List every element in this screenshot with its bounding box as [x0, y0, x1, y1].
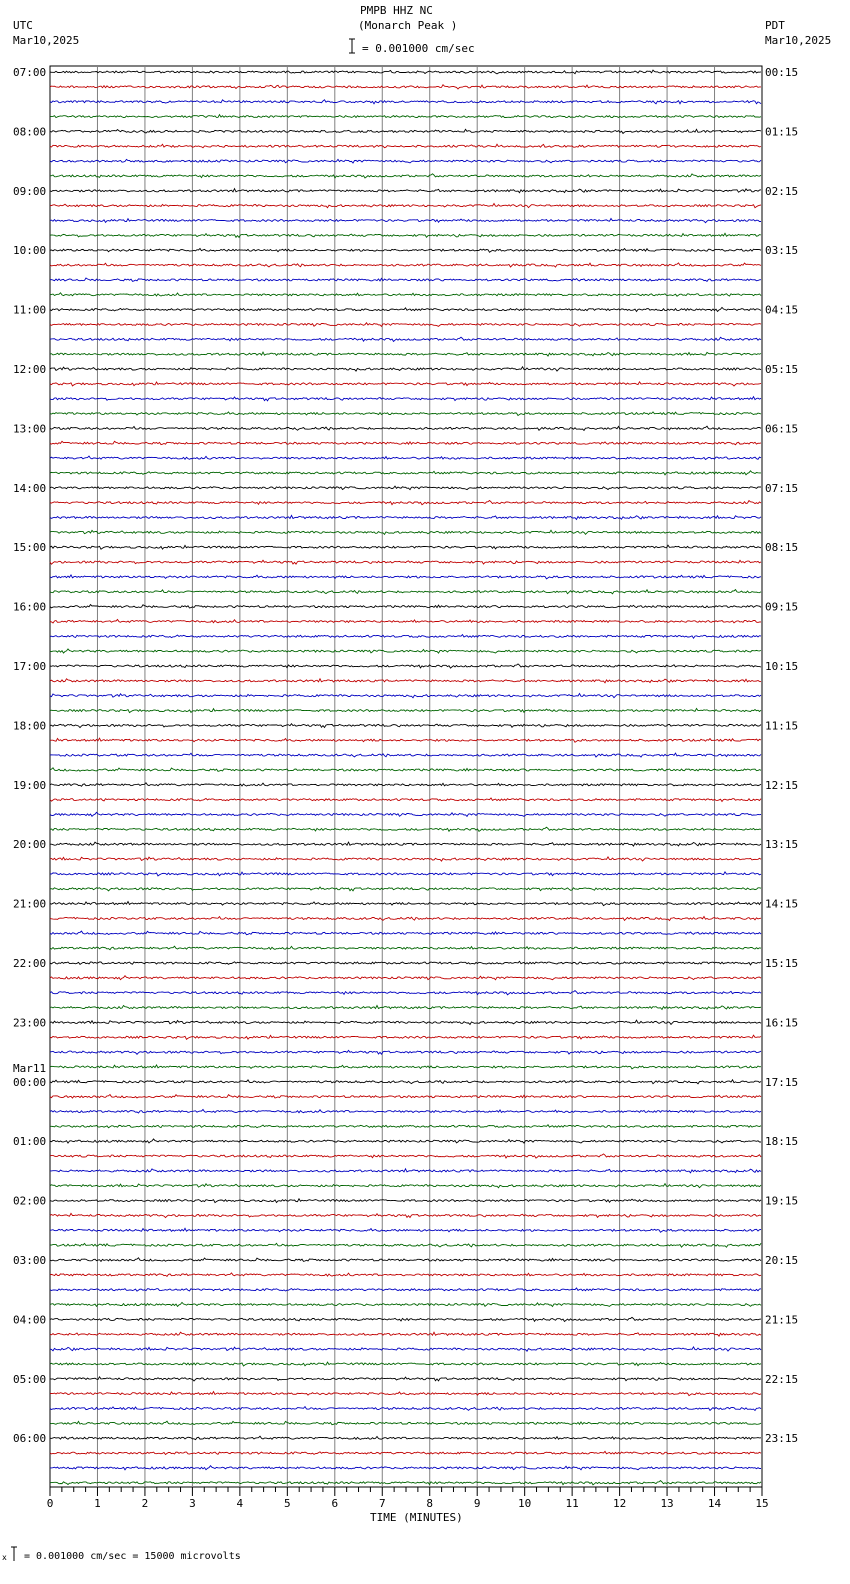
trace-30 — [50, 515, 761, 519]
trace-group — [50, 70, 761, 1485]
trace-75 — [50, 1184, 761, 1188]
utc-hour-label: 01:00 — [13, 1135, 47, 1149]
x-axis — [47, 1487, 769, 1510]
date-change-label: Mar11 — [13, 1061, 47, 1075]
x-tick-label: 2 — [141, 1497, 149, 1510]
trace-85 — [50, 1332, 761, 1336]
trace-12 — [50, 249, 761, 253]
pdt-hour-label: 03:15 — [765, 244, 799, 258]
utc-hour-label: 13:00 — [13, 422, 47, 436]
x-tick-label: 6 — [331, 1497, 339, 1510]
trace-89 — [50, 1392, 761, 1396]
pdt-hour-label: 22:15 — [765, 1372, 799, 1386]
trace-69 — [50, 1095, 761, 1099]
trace-66 — [50, 1050, 761, 1054]
trace-72 — [50, 1139, 761, 1143]
trace-24 — [50, 426, 761, 430]
pdt-hour-label: 19:15 — [765, 1194, 799, 1208]
trace-74 — [50, 1169, 761, 1173]
utc-hour-label: 00:00 — [13, 1075, 47, 1089]
trace-86 — [50, 1347, 761, 1351]
utc-hour-label: 09:00 — [13, 184, 47, 198]
station-location: (Monarch Peak ) — [358, 19, 458, 32]
trace-40 — [50, 664, 761, 668]
trace-56 — [50, 902, 761, 906]
trace-43 — [50, 709, 761, 713]
trace-52 — [50, 842, 761, 846]
trace-9 — [50, 204, 761, 208]
trace-64 — [50, 1020, 761, 1024]
trace-4 — [50, 129, 761, 133]
x-tick-label: 0 — [46, 1497, 54, 1510]
trace-79 — [50, 1243, 761, 1247]
footer-scale-text: = 0.001000 cm/sec = 15000 microvolts — [24, 1551, 241, 1562]
trace-23 — [50, 412, 761, 416]
utc-hour-label: 19:00 — [13, 778, 47, 792]
pdt-hour-label: 21:15 — [765, 1313, 799, 1327]
trace-27 — [50, 471, 761, 475]
trace-59 — [50, 946, 761, 950]
trace-53 — [50, 857, 761, 861]
x-tick-label: 13 — [660, 1497, 674, 1510]
trace-39 — [50, 649, 761, 653]
trace-42 — [50, 694, 761, 698]
pdt-hour-label: 04:15 — [765, 303, 799, 317]
utc-hour-label: 06:00 — [13, 1432, 47, 1446]
trace-87 — [50, 1362, 761, 1366]
trace-8 — [50, 189, 761, 193]
trace-15 — [50, 293, 761, 296]
header-scale-bar — [349, 39, 355, 53]
trace-70 — [50, 1110, 761, 1114]
pdt-hour-label: 12:15 — [765, 778, 799, 792]
trace-55 — [50, 887, 761, 891]
trace-90 — [50, 1407, 761, 1411]
trace-47 — [50, 768, 761, 772]
footer-scale-bar — [11, 1547, 17, 1561]
utc-hour-label: 18:00 — [13, 719, 47, 733]
trace-41 — [50, 679, 761, 683]
trace-77 — [50, 1213, 761, 1217]
trace-51 — [50, 827, 761, 831]
pdt-hour-label: 06:15 — [765, 422, 799, 436]
trace-91 — [50, 1421, 761, 1425]
trace-18 — [50, 337, 761, 341]
utc-hour-label: 10:00 — [13, 244, 47, 258]
pdt-hour-label: 20:15 — [765, 1254, 799, 1267]
trace-92 — [50, 1436, 761, 1440]
trace-73 — [50, 1154, 761, 1158]
utc-hour-label: 20:00 — [13, 838, 47, 852]
trace-81 — [50, 1273, 761, 1277]
trace-29 — [50, 501, 761, 505]
pdt-hour-label: 00:15 — [765, 66, 799, 79]
trace-3 — [50, 115, 761, 118]
trace-76 — [50, 1199, 761, 1203]
trace-11 — [50, 233, 761, 237]
utc-hour-label: 15:00 — [13, 541, 47, 555]
pdt-hour-label: 11:15 — [765, 719, 799, 733]
x-tick-label: 10 — [518, 1497, 532, 1510]
x-tick-label: 7 — [378, 1497, 386, 1510]
trace-35 — [50, 590, 761, 594]
trace-83 — [50, 1302, 761, 1306]
trace-67 — [50, 1065, 761, 1069]
trace-45 — [50, 738, 761, 742]
utc-hour-label: 21:00 — [13, 897, 47, 911]
trace-19 — [50, 352, 761, 356]
utc-hour-label: 05:00 — [13, 1372, 47, 1386]
trace-2 — [50, 100, 761, 104]
pdt-hour-label: 08:15 — [765, 541, 799, 555]
trace-84 — [50, 1317, 761, 1321]
utc-hour-label: 11:00 — [13, 303, 47, 317]
pdt-hour-label: 02:15 — [765, 184, 799, 198]
x-tick-label: 5 — [284, 1497, 291, 1510]
utc-hour-label: 22:00 — [13, 957, 47, 970]
trace-28 — [50, 486, 761, 490]
x-tick-label: 14 — [707, 1497, 722, 1510]
pdt-hour-label: 05:15 — [765, 363, 799, 376]
utc-hour-label: 02:00 — [13, 1194, 47, 1208]
right-date: Mar10,2025 — [765, 34, 832, 47]
pdt-hour-label: 15:15 — [765, 957, 799, 970]
trace-1 — [50, 85, 761, 89]
trace-14 — [50, 278, 761, 281]
x-axis-label: TIME (MINUTES) — [370, 1511, 463, 1524]
station-title: PMPB HHZ NC — [360, 4, 433, 17]
trace-58 — [50, 931, 761, 935]
trace-49 — [50, 798, 761, 802]
trace-25 — [50, 441, 761, 445]
x-tick-label: 11 — [565, 1497, 579, 1510]
trace-61 — [50, 976, 761, 980]
trace-7 — [50, 174, 761, 178]
trace-38 — [50, 635, 761, 639]
x-tick-label: 15 — [755, 1497, 769, 1510]
trace-48 — [50, 783, 761, 787]
trace-13 — [50, 263, 761, 267]
footer-marker: x — [2, 1553, 7, 1562]
trace-88 — [50, 1377, 761, 1381]
utc-hour-label: 03:00 — [13, 1254, 47, 1267]
trace-31 — [50, 530, 761, 534]
utc-hour-label: 17:00 — [13, 660, 47, 673]
pdt-hour-label: 09:15 — [765, 600, 799, 614]
trace-57 — [50, 917, 761, 921]
trace-60 — [50, 961, 761, 965]
utc-hour-label: 04:00 — [13, 1313, 47, 1327]
trace-22 — [50, 397, 761, 401]
pdt-hour-label: 10:15 — [765, 660, 799, 673]
trace-33 — [50, 560, 761, 564]
trace-63 — [50, 1006, 761, 1010]
utc-hour-label: 16:00 — [13, 600, 47, 614]
trace-44 — [50, 724, 761, 728]
pdt-hour-label: 16:15 — [765, 1016, 799, 1030]
x-tick-label: 9 — [473, 1497, 481, 1510]
trace-78 — [50, 1228, 761, 1232]
trace-16 — [50, 307, 761, 311]
x-tick-label: 1 — [94, 1497, 101, 1510]
trace-26 — [50, 456, 761, 459]
trace-5 — [50, 144, 761, 148]
x-tick-label: 12 — [612, 1497, 627, 1510]
left-date: Mar10,2025 — [13, 34, 80, 47]
utc-hour-label: 07:00 — [13, 66, 47, 79]
trace-0 — [50, 70, 761, 74]
utc-hour-label: 14:00 — [13, 481, 47, 495]
x-tick-label: 4 — [236, 1497, 244, 1510]
pdt-hour-label: 14:15 — [765, 897, 799, 911]
trace-46 — [50, 753, 761, 757]
trace-17 — [50, 323, 761, 327]
left-timezone: UTC — [13, 19, 33, 32]
utc-hour-label: 08:00 — [13, 125, 47, 139]
pdt-hour-label: 23:15 — [765, 1432, 799, 1446]
right-timezone: PDT — [765, 19, 785, 32]
trace-62 — [50, 991, 761, 995]
trace-36 — [50, 605, 761, 608]
trace-65 — [50, 1035, 761, 1039]
x-tick-label: 8 — [426, 1497, 434, 1510]
trace-82 — [50, 1288, 761, 1291]
trace-68 — [50, 1080, 761, 1084]
trace-95 — [50, 1481, 761, 1485]
pdt-hour-label: 13:15 — [765, 838, 799, 852]
x-tick-label: 3 — [189, 1497, 196, 1510]
pdt-hour-label: 07:15 — [765, 481, 799, 495]
pdt-hour-label: 01:15 — [765, 125, 799, 139]
trace-71 — [50, 1125, 761, 1128]
trace-10 — [50, 219, 761, 223]
trace-6 — [50, 159, 761, 163]
trace-50 — [50, 812, 761, 816]
pdt-hour-label: 17:15 — [765, 1075, 799, 1089]
trace-37 — [50, 620, 761, 624]
trace-93 — [50, 1451, 761, 1454]
trace-34 — [50, 575, 761, 579]
trace-20 — [50, 367, 761, 371]
utc-hour-label: 12:00 — [13, 363, 47, 376]
utc-hour-label: 23:00 — [13, 1016, 47, 1030]
trace-21 — [50, 382, 761, 386]
trace-54 — [50, 872, 761, 876]
header-scale-text: = 0.001000 cm/sec — [362, 42, 475, 55]
trace-80 — [50, 1258, 761, 1262]
trace-94 — [50, 1466, 761, 1470]
pdt-hour-label: 18:15 — [765, 1135, 799, 1149]
trace-32 — [50, 545, 761, 549]
